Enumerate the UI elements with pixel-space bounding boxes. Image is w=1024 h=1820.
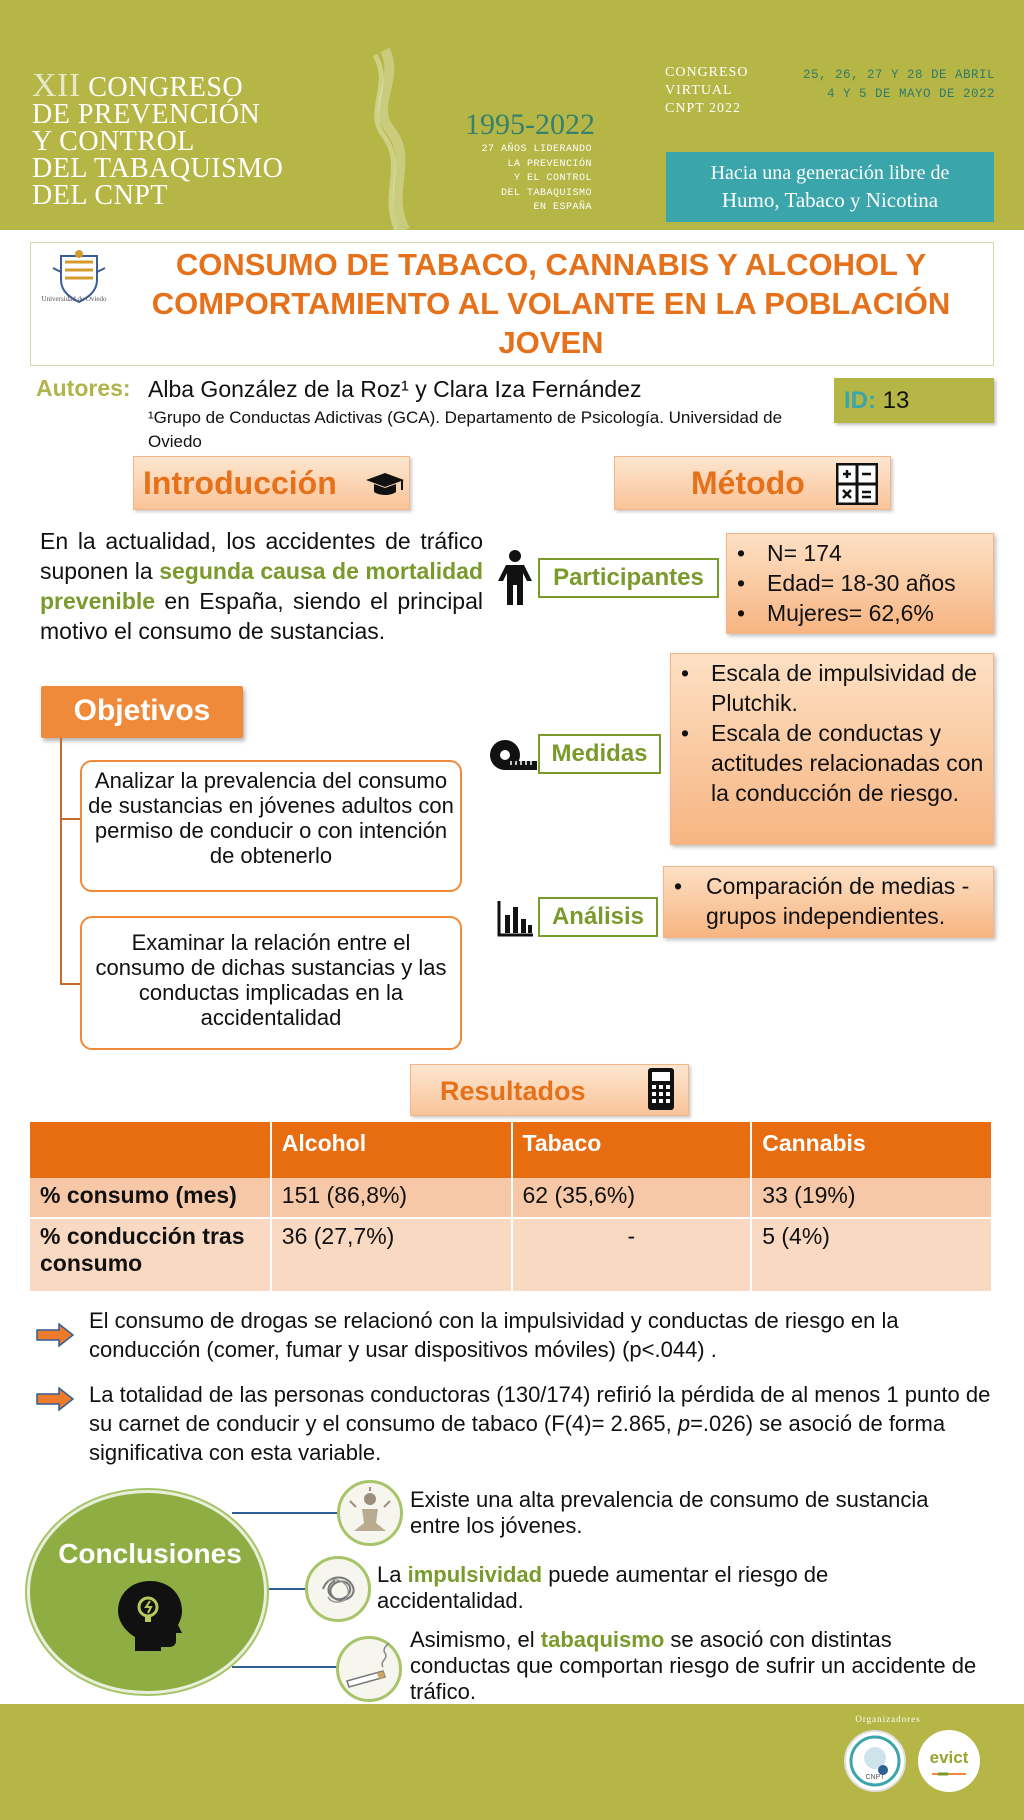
conclusion-connector xyxy=(262,1588,308,1590)
virtual-congress-label: CONGRESO VIRTUAL CNPT 2022 xyxy=(665,65,749,116)
table-cell: 5 (4%) xyxy=(751,1218,992,1291)
results-column-header: Cannabis xyxy=(751,1122,992,1178)
conclusions-heading: Conclusiones xyxy=(58,1538,242,1569)
authors-affiliation: ¹Grupo de Conductas Adictivas (GCA). Departamento de Psicología. Universidad de Oviedo xyxy=(148,408,783,451)
objectives-connector xyxy=(60,818,80,820)
id-value: 13 xyxy=(882,387,910,414)
table-cell: - xyxy=(512,1218,752,1291)
objectives-connector xyxy=(60,983,80,985)
person-icon xyxy=(496,549,534,607)
table-row xyxy=(30,1178,992,1218)
bar-chart-icon xyxy=(497,899,535,937)
cnpt-logo-text: CNPT xyxy=(865,1774,885,1781)
finding-text: El consumo de drogas se relacionó con la impulsividad y conductas de riesgo en la conducción (comer, fumar y usar dispositivos móviles) (p<.044) . xyxy=(89,1308,899,1362)
poster-title: CONSUMO DE TABACO, CANNABIS Y ALCOHOL Y COMPORTAMIENTO AL VOLANTE EN LA POBLACIÓN JOVEN xyxy=(151,247,951,360)
evict-logo xyxy=(918,1730,980,1792)
organizers-label: Organizadores xyxy=(855,1714,921,1724)
head-lightbulb-icon xyxy=(116,1579,184,1651)
participants-item: • Edad= 18-30 años xyxy=(727,568,993,598)
poster-title-box xyxy=(30,242,994,366)
objectives-heading: Objetivos xyxy=(41,686,243,738)
meditation-person-icon xyxy=(337,1480,403,1546)
conclusion-connector xyxy=(232,1666,338,1668)
results-table xyxy=(30,1122,993,1291)
measures-box xyxy=(670,653,994,845)
smoke-swirl-icon xyxy=(345,40,435,230)
row-label: % conducción tras consumo xyxy=(30,1218,271,1291)
graduation-cap-icon xyxy=(364,471,406,499)
years-subtitle: 27 AÑOS LIDERANDO LA PREVENCIÓN Y EL CONTROL DEL TABAQUISMO EN ESPAÑA xyxy=(481,144,592,213)
participants-label: Participantes xyxy=(538,558,719,598)
measures-item: • Escala de impulsividad de Plutchik. xyxy=(671,658,993,718)
objective-card: Analizar la prevalencia del consumo de sustancias en jóvenes adultos con permiso de conducir o con intención de obtenerlo xyxy=(80,760,462,892)
congress-title: XII CONGRESO DE PREVENCIÓN Y CONTROL DEL TABAQUISMO DEL CNPT xyxy=(32,67,284,211)
id-label: ID: xyxy=(844,387,876,414)
participants-item: • N= 174 xyxy=(727,538,993,568)
header-banner xyxy=(0,0,1024,230)
conclusions-circle xyxy=(27,1490,267,1694)
measures-item: • Escala de conductas y actitudes relacionadas con la conducción de riesgo. xyxy=(671,718,993,808)
results-header-row xyxy=(30,1122,992,1178)
analysis-box xyxy=(663,866,994,938)
years-label: 1995-2022 xyxy=(465,108,595,141)
row-label: % consumo (mes) xyxy=(30,1178,271,1218)
arrow-right-icon xyxy=(36,1323,74,1347)
calculator-icon xyxy=(647,1067,675,1111)
introduction-heading: Introducción xyxy=(133,456,410,510)
method-heading: Método xyxy=(614,456,891,510)
results-heading: Resultados xyxy=(410,1064,689,1116)
poster-id-badge xyxy=(834,378,994,423)
conclusion-text: La impulsividad puede aumentar el riesgo de accidentalidad. xyxy=(377,1562,829,1613)
table-cell: 33 (19%) xyxy=(751,1178,992,1218)
university-caption: Universidad de Oviedo xyxy=(41,295,107,303)
table-cell: 62 (35,6%) xyxy=(512,1178,752,1218)
evict-logo-text: evict xyxy=(929,1748,969,1767)
introduction-text: En la actualidad, los accidentes de tráfico suponen la segunda causa de mortalidad prevenible en España, siendo el principal motivo el consumo de sustancias. xyxy=(40,528,484,644)
evict-logo-swoosh-icon xyxy=(932,1770,966,1778)
footer-banner xyxy=(0,1704,1024,1820)
cnpt-logo xyxy=(844,1730,906,1792)
calculator-keys-icon xyxy=(836,463,878,505)
table-cell: 151 (86,8%) xyxy=(271,1178,512,1218)
results-column-header: Tabaco xyxy=(512,1122,752,1178)
participants-item: • Mujeres= 62,6% xyxy=(727,598,993,628)
conclusion-text: Existe una alta prevalencia de consumo de sustancia entre los jóvenes. xyxy=(410,1487,929,1538)
slogan-box: Hacia una generación libre de Humo, Tabaco y Nicotina xyxy=(666,152,994,222)
authors-label: Autores: xyxy=(36,375,131,401)
authors-names: Alba González de la Roz¹ y Clara Iza Fernández xyxy=(148,376,642,402)
conclusion-text: Asimismo, el tabaquismo se asoció con distintas conductas que comportan riesgo de sufrir un accidente de tráfico. xyxy=(410,1627,977,1704)
results-column-header xyxy=(30,1122,271,1178)
results-column-header: Alcohol xyxy=(271,1122,512,1178)
cnpt-logo-icon xyxy=(846,1732,904,1790)
objectives-connector xyxy=(60,738,62,984)
finding-text: La totalidad de las personas conductoras (130/174) refirió la pérdida de al menos 1 punto de su carnet de conducir y el consumo de tabaco (F(4)= 2.865, p=.026) se asoció de forma significativa con esta variable. xyxy=(89,1382,991,1465)
table-row xyxy=(30,1218,992,1291)
congress-dates: 25, 26, 27 Y 28 DE ABRIL 4 Y 5 DE MAYO DE 2022 xyxy=(802,68,995,101)
arrow-right-icon xyxy=(36,1387,74,1411)
analysis-item: • Comparación de medias - grupos independientes. xyxy=(664,871,993,931)
conclusion-connector xyxy=(232,1512,340,1514)
cigarette-smoke-icon xyxy=(336,1636,402,1702)
table-cell: 36 (27,7%) xyxy=(271,1218,512,1291)
objective-card: Examinar la relación entre el consumo de dichas sustancias y las conductas implicadas en la accidentalidad xyxy=(80,916,462,1050)
measures-label: Medidas xyxy=(538,734,661,774)
analysis-label: Análisis xyxy=(538,897,658,937)
participants-box xyxy=(726,533,994,634)
tangled-scribble-icon xyxy=(305,1556,371,1622)
measuring-tape-icon xyxy=(489,738,539,772)
